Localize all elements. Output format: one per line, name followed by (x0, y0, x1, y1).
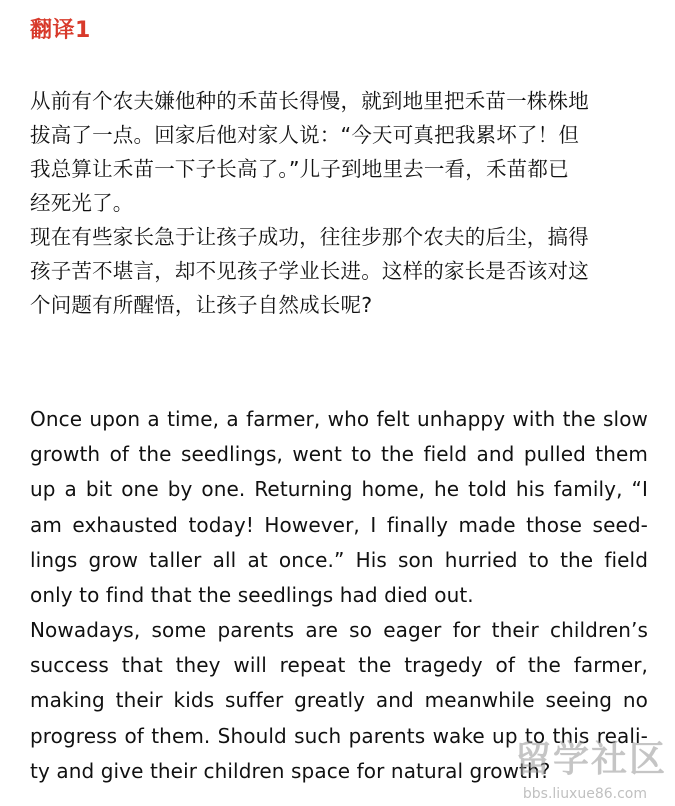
english-line: Nowadays, some parents are so eager for their children’s (30, 618, 648, 642)
chinese-line: 从前有个农夫嫌他种的禾苗长得慢，就到地里把禾苗一株株地 (30, 89, 589, 113)
chinese-paragraph-1 (30, 84, 652, 220)
english-line: up a bit one by one. Returning home, he told his family, “I (30, 477, 648, 502)
watermark-logo-text: 留学社区 (514, 739, 667, 780)
chinese-line: 经死光了。 (30, 191, 134, 215)
english-line: only to find that the seedlings had died out. (30, 582, 474, 607)
english-line: growth of the seedlings, went to the field and pulled them (30, 442, 648, 467)
chinese-line: 拔高了一点。回家后他对家人说：“今天可真把我累坏了！但 (30, 123, 580, 147)
english-paragraph-2 (30, 613, 648, 789)
english-line: progress of them. Should such parents wake up to this reali- (30, 723, 648, 748)
chinese-line: 孩子苦不堪言，却不见孩子学业长进。这样的家长是否该对这 (30, 259, 589, 283)
section-heading: 翻译1 (30, 18, 91, 43)
english-line: Once upon a time, a farmer, who felt unhappy with the slow (30, 407, 648, 431)
english-line: lings grow taller all at once.” His son hurried to the field (30, 547, 648, 572)
english-paragraph-1 (30, 402, 648, 613)
english-line: am exhausted today! However, I finally made those seed- (30, 512, 648, 537)
chinese-line: 我总算让禾苗一下子长高了。”儿子到地里去一看，禾苗都已 (30, 157, 569, 181)
english-line: ty and give their children space for natural growth? (30, 758, 551, 783)
chinese-line: 现在有些家长急于让孩子成功，往往步那个农夫的后尘，搞得 (30, 225, 589, 249)
chinese-line: 个问题有所醒悟，让孩子自然成长呢? (30, 293, 373, 317)
english-line: success that they will repeat the tragedy of the farmer, (30, 653, 648, 678)
chinese-paragraph-2 (30, 220, 652, 322)
english-line: making their kids suffer greatly and meanwhile seeing no (30, 688, 648, 713)
watermark-url: bbs.liuxue86.com (522, 786, 647, 802)
